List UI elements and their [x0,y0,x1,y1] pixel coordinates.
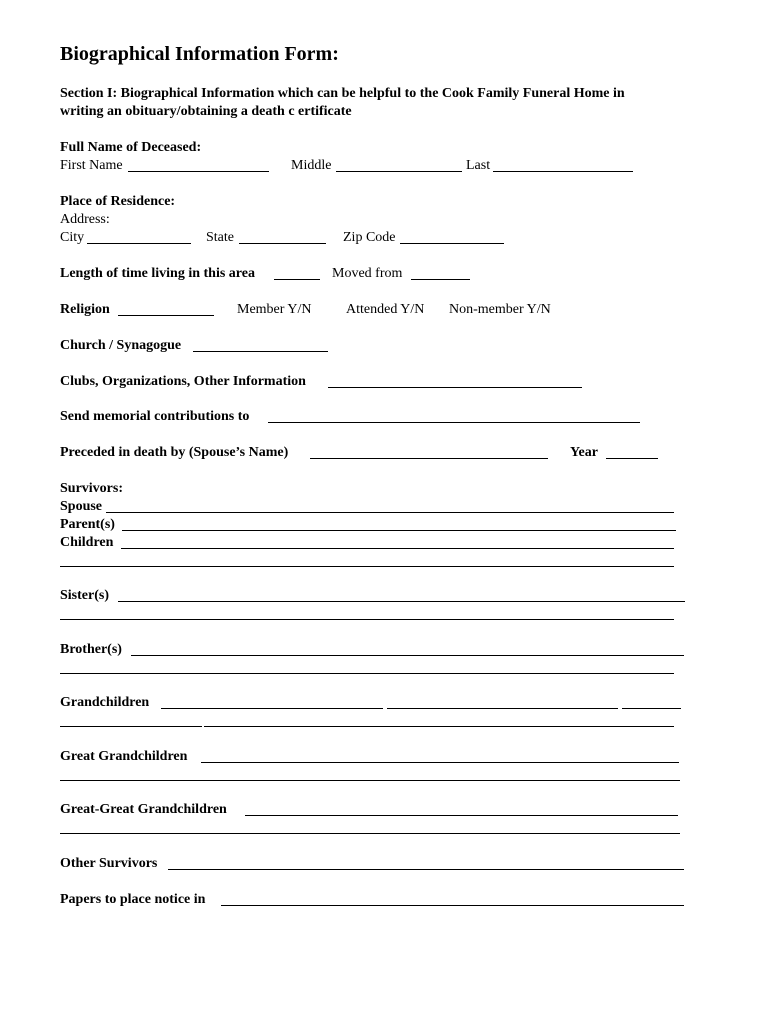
form-title: Biographical Information Form: [60,43,339,65]
memorial-contributions-field[interactable] [268,422,640,423]
church-synagogue-field[interactable] [193,351,328,352]
city-field[interactable] [87,243,191,244]
great-grandchildren-field-continued[interactable] [60,780,680,781]
zip-code-field[interactable] [400,243,504,244]
sisters-field[interactable] [118,601,685,602]
great-grandchildren-label: Great Grandchildren [60,749,188,764]
first-name-field[interactable] [128,171,269,172]
section-description-line-1: Section I: Biographical Information which can be helpful to the Cook Family Funeral Home in [60,86,625,101]
preceded-in-death-label: Preceded in death by (Spouse’s Name) [60,445,289,460]
survivors-heading: Survivors: [60,481,123,496]
address-label: Address: [60,212,110,227]
memorial-contributions-label: Send memorial contributions to [60,409,250,424]
moved-from-field[interactable] [411,279,470,280]
last-name-label: Last [466,158,491,173]
other-survivors-label: Other Survivors [60,856,158,871]
great-grandchildren-field[interactable] [201,762,679,763]
zip-code-label: Zip Code [343,230,396,245]
religion-label: Religion [60,302,110,317]
member-yn-label: Member Y/N [237,302,312,317]
other-survivors-field[interactable] [168,869,684,870]
last-name-field[interactable] [493,171,633,172]
full-name-heading: Full Name of Deceased: [60,140,202,155]
clubs-organizations-label: Clubs, Organizations, Other Information [60,374,306,389]
non-member-yn-label: Non-member Y/N [449,302,551,317]
children-field-continued[interactable] [60,566,674,567]
city-label: City [60,230,85,245]
state-label: State [206,230,234,245]
church-synagogue-label: Church / Synagogue [60,338,182,353]
grandchildren-label: Grandchildren [60,695,150,710]
parents-field[interactable] [122,530,676,531]
spouse-label: Spouse [60,499,103,514]
grandchildren-field-4[interactable] [60,726,202,727]
children-label: Children [60,535,114,550]
year-field[interactable] [606,458,658,459]
papers-notice-field[interactable] [221,905,684,906]
great-great-grandchildren-field-continued[interactable] [60,833,680,834]
length-of-time-field[interactable] [274,279,320,280]
middle-name-field[interactable] [336,171,462,172]
attended-yn-label: Attended Y/N [346,302,425,317]
preceded-in-death-field[interactable] [310,458,548,459]
spouse-field[interactable] [106,512,674,513]
section-description-line-2: writing an obituary/obtaining a death c ertificate [60,104,352,119]
residence-heading: Place of Residence: [60,194,176,209]
length-of-time-label: Length of time living in this area [60,266,255,281]
clubs-organizations-field[interactable] [328,387,582,388]
grandchildren-field-3[interactable] [622,708,681,709]
great-great-grandchildren-label: Great-Great Grandchildren [60,802,227,817]
papers-notice-label: Papers to place notice in [60,892,206,907]
grandchildren-field-5[interactable] [204,726,674,727]
year-label: Year [570,445,598,460]
children-field[interactable] [121,548,674,549]
moved-from-label: Moved from [332,266,403,281]
brothers-field-continued[interactable] [60,673,674,674]
first-name-label: First Name [60,158,123,173]
grandchildren-field-2[interactable] [387,708,618,709]
religion-field[interactable] [118,315,214,316]
middle-name-label: Middle [291,158,332,173]
brothers-field[interactable] [131,655,684,656]
state-field[interactable] [239,243,326,244]
great-great-grandchildren-field[interactable] [245,815,678,816]
grandchildren-field-1[interactable] [161,708,383,709]
sisters-label: Sister(s) [60,588,109,603]
brothers-label: Brother(s) [60,642,122,657]
parents-label: Parent(s) [60,517,115,532]
sisters-field-continued[interactable] [60,619,674,620]
